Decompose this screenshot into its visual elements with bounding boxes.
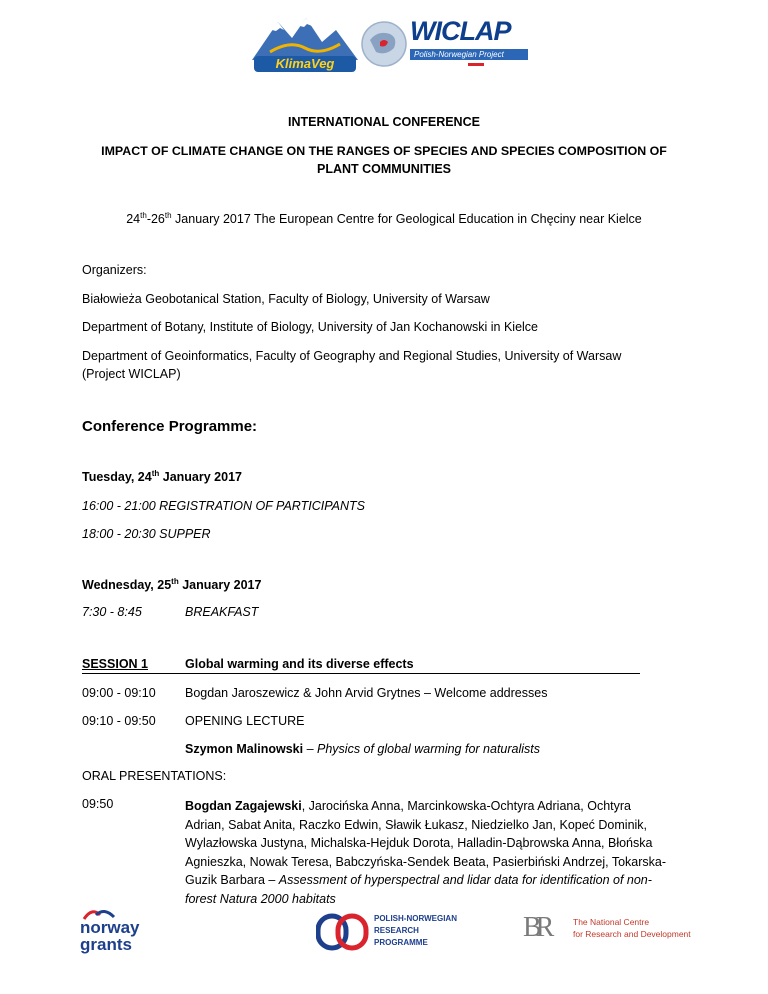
organizer-item: Białowieża Geobotanical Station, Faculty of Biology, University of Warsaw [82, 292, 490, 306]
tuesday-item: 18:00 - 20:30 SUPPER [82, 527, 211, 541]
pnrp-logo [316, 910, 466, 960]
tuesday-day-pre: Tuesday, 24 [82, 470, 152, 484]
talk1-entry [185, 797, 695, 908]
conference-type: INTERNATIONAL CONFERENCE [288, 115, 480, 129]
opening-sep: – [303, 742, 317, 756]
wednesday-heading [82, 578, 261, 592]
opening-label: OPENING LECTURE [185, 714, 305, 728]
globe-icon [360, 20, 408, 68]
ncbr-logo [523, 910, 693, 956]
date-sup1: th [140, 210, 147, 220]
wednesday-day-sup: th [171, 576, 179, 586]
klimaveg-text: KlimaVeg [275, 56, 335, 71]
wednesday-day-pre: Wednesday, 25 [82, 578, 172, 592]
session-label: SESSION 1 [82, 657, 148, 671]
oral-presentations-label: ORAL PRESENTATIONS: [82, 769, 227, 783]
talk1-line: Agnieszka, Nowak Teresa, Babczyńska-Sendek Beata, Pasierbiński Andrzej, Tokarska- [185, 854, 667, 869]
ncbr-line: for Research and Development [573, 929, 691, 939]
organizer-item: Department of Botany, Institute of Biology, University of Jan Kochanowski in Kielce [82, 320, 539, 334]
grants-text: grants [80, 935, 132, 954]
pnrp-line: POLISH-NORWEGIAN [374, 914, 457, 923]
session-underline [82, 673, 640, 674]
talk1-line1-rest: , Jarocińska Anna, Marcinkowska-Ochtyra Adriana, Ochtyra [301, 799, 632, 813]
date-day2: -26 [146, 212, 165, 226]
talk1-line [185, 871, 695, 890]
date-day1: 24 [126, 212, 141, 226]
wiclap-accent-bar [468, 63, 484, 66]
tuesday-day-post: January 2017 [159, 470, 242, 484]
opening-time: 09:10 - 09:50 [82, 714, 156, 728]
wiclap-logo [360, 16, 530, 78]
conference-date-venue [0, 212, 768, 226]
talk1-line: Adrian, Sabat Anita, Raczko Edwin, Sławik Łukasz, Niedzielko Jan, Kopeć Dominik, [185, 817, 648, 832]
organizer-item: Department of Geoinformatics, Faculty of Geography and Regional Studies, University of Warsaw [82, 349, 622, 363]
opening-title: Physics of global warming for naturalists [317, 742, 541, 756]
wiclap-subtitle: Polish-Norwegian Project [410, 49, 528, 60]
tuesday-heading [82, 470, 242, 484]
wiclap-title: WICLAP [410, 16, 511, 46]
tuesday-day-sup: th [151, 468, 160, 478]
organizer-item: (Project WICLAP) [82, 367, 181, 381]
talk1-line [185, 797, 695, 816]
talk1-title-part2: forest Natura 2000 habitats [185, 891, 336, 906]
pnrp-line: PROGRAMME [374, 938, 428, 947]
tuesday-item: 16:00 - 21:00 REGISTRATION OF PARTICIPANTS [82, 499, 365, 513]
date-sup2: th [164, 210, 172, 220]
norway-grants-logo [80, 905, 150, 965]
klimaveg-logo [250, 12, 360, 74]
talk1-title-part1: Assessment of hyperspectral and lidar data for identification of non- [278, 873, 652, 887]
breakfast-label: BREAKFAST [185, 605, 259, 619]
welcome-text: Bogdan Jaroszewicz & John Arvid Grytnes – Welcome addresses [185, 686, 548, 700]
pnrp-line: RESEARCH [374, 926, 419, 935]
opening-lecture [185, 742, 540, 756]
norway-text: norway [80, 918, 140, 937]
wednesday-day-post: January 2017 [178, 578, 262, 592]
talk1-time: 09:50 [82, 797, 114, 811]
title-line-1: IMPACT OF CLIMATE CHANGE ON THE RANGES OF SPECIES AND SPECIES COMPOSITION OF [101, 144, 667, 158]
welcome-time: 09:00 - 09:10 [82, 686, 156, 700]
talk1-lead-author: Bogdan Zagajewski [185, 799, 302, 813]
breakfast-time: 7:30 - 8:45 [82, 605, 142, 619]
ncbr-line: The National Centre [573, 917, 650, 927]
pnrp-rings-icon [316, 912, 370, 952]
organizers-label: Organizers: [82, 263, 147, 277]
date-rest: January 2017 The European Centre for Geological Education in Chęciny near Kielce [171, 212, 642, 226]
session-title: Global warming and its diverse effects [185, 657, 414, 671]
talk1-line5-plain: Guzik Barbara – [185, 873, 279, 887]
talk1-line: Wylazłowska Justyna, Michalska-Hejduk Dorota, Halladin-Dąbrowska Anna, Błońska [185, 836, 653, 850]
ncbr-mark: BR [523, 912, 549, 943]
programme-heading: Conference Programme: [82, 418, 258, 435]
title-line-2: PLANT COMMUNITIES [316, 162, 452, 176]
opening-speaker: Szymon Malinowski [185, 742, 304, 756]
